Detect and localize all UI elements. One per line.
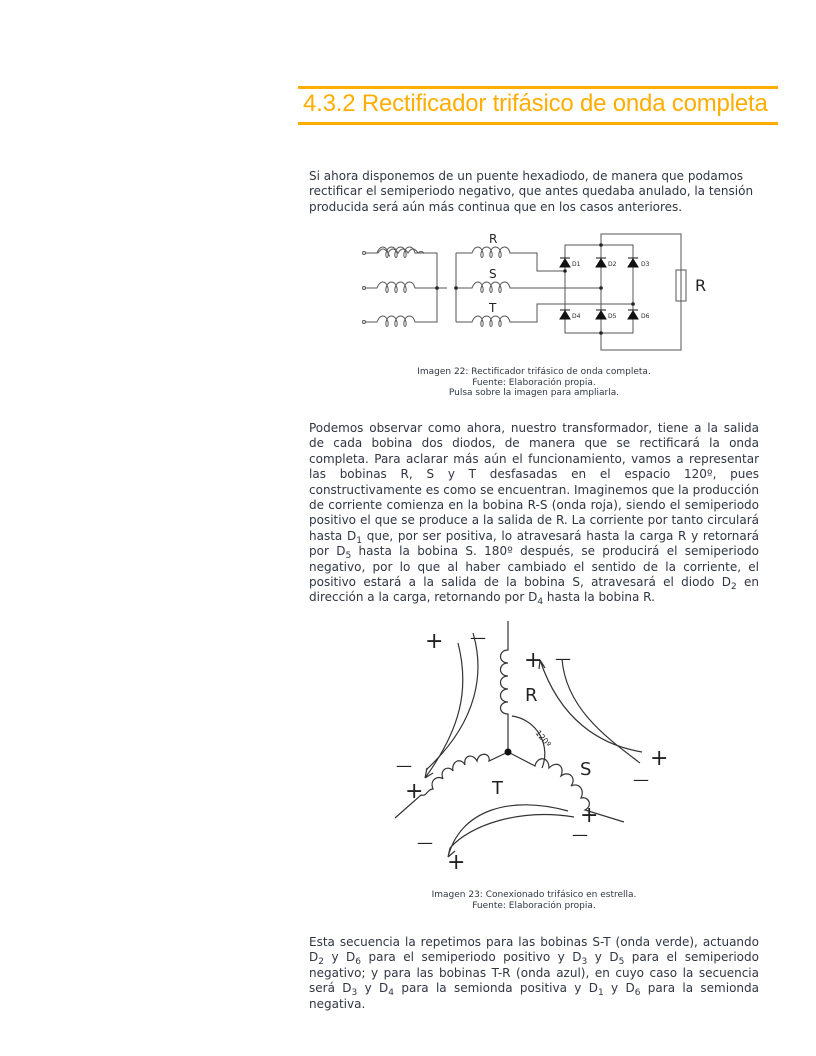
subscript: 4 [537, 597, 544, 608]
svg-text:+: + [447, 850, 466, 875]
svg-text:—: — [396, 756, 412, 775]
svg-text:+: + [650, 746, 669, 771]
text-line: rectificar el semiperiodo negativo, que antes quedaba anulado, la tensión [309, 184, 754, 199]
figure-caption [384, 890, 684, 911]
diode-symbols [560, 258, 638, 319]
diode-label: D5 [608, 313, 617, 320]
polarity-signs [405, 629, 668, 875]
text-run: Podemos observar como ahora, nuestro transformador, tiene a la salida de cada bobina dos diodos, de manera que se rectificará la onda completa. Para aclarar más aún el funcionamiento, vamos a representar las bobinas R, S y T desfasadas en el espacio 120º, pues constructivamente es como se encuentran. Imaginemos que la producción de corriente comienza en la bobina R-S (onda roja), siendo el semiperiodo positivo el que se produce a la salida de R. La corriente por tanto circulará hasta D [309, 421, 759, 543]
text-run: en dirección a la carga, retornando por D [309, 575, 759, 605]
subscript: 3 [351, 988, 358, 999]
caption-title: Imagen 23: Conexionado trifásico en estrella. [431, 890, 637, 900]
subscript: 4 [388, 988, 395, 999]
star-connection-diagram [395, 621, 642, 857]
subscript: 1 [356, 535, 362, 546]
subscript: 6 [355, 957, 362, 968]
caption-source: Fuente: Elaboración propia. [472, 900, 596, 911]
svg-text:—: — [572, 825, 588, 844]
text-run: para el semiperiodo negativo; y para las bobinas T-R (onda azul), en cuyo caso la secuencia será D [309, 950, 759, 996]
caption-title: Imagen 22: Rectificador trifásico de onda completa. [417, 367, 651, 377]
text-run: que, por ser positiva, lo atravesará hasta la carga R y retornará por D [309, 528, 760, 559]
text-run: y D [357, 981, 389, 996]
subscript: 5 [345, 551, 352, 562]
intro-paragraph [309, 169, 759, 215]
svg-text:+: + [580, 803, 599, 828]
subscript: 3 [581, 957, 588, 968]
svg-text:—: — [633, 770, 649, 789]
diode-label: D4 [572, 313, 581, 320]
diode-label: D3 [641, 261, 650, 268]
subscript: 6 [634, 988, 641, 999]
subscript: 2 [730, 582, 737, 593]
diode-label: D6 [641, 313, 650, 320]
page-title: 4.3.2 Rectificador trifásico de onda completa [303, 90, 768, 117]
svg-text:—: — [555, 649, 571, 668]
subscript: 2 [318, 957, 324, 968]
coil-label-s: S [489, 267, 497, 281]
text-run: y D [603, 981, 635, 996]
coil-label-r: R [525, 685, 538, 706]
diode-label: D2 [608, 261, 617, 268]
explanation-paragraph [309, 421, 759, 606]
junction-dots [363, 243, 635, 335]
load-label-r: R [695, 276, 707, 295]
title-rule-top [298, 86, 778, 89]
subscript: 5 [618, 957, 625, 968]
svg-text:+: + [405, 779, 424, 804]
text-run: para la semionda negativa. [309, 981, 759, 1011]
sequence-paragraph [309, 935, 759, 1012]
text-line: producida será aún más continua que en los casos anteriores. [309, 199, 683, 214]
svg-text:—: — [470, 628, 486, 647]
svg-text:+: + [425, 629, 444, 654]
figure-caption [384, 367, 684, 399]
polarity-minus [396, 628, 649, 852]
coil-label-t: T [489, 301, 497, 315]
title-rule-bottom [298, 122, 778, 125]
text-run: para el semiperiodo positivo y D [361, 950, 582, 965]
enlarge-link[interactable]: Pulsa sobre la imagen para ampliarla. [448, 388, 620, 398]
coil-label-t: T [492, 778, 503, 799]
caption-source: Fuente: Elaboración propia. [472, 377, 596, 388]
coil-label-s: S [580, 759, 592, 780]
text-run: Esta secuencia la repetimos para las bobinas S-T (onda verde), actuando D [309, 935, 759, 965]
coil-label-r: R [489, 232, 498, 246]
text-run: hasta la bobina S. 180º después, se producirá el semiperiodo negativo, por lo que al haber cambiado el sentido de la corriente, el positivo estará a la salida de la bobina S, atravesará el diodo D [309, 544, 759, 590]
text-run: y D [587, 950, 619, 965]
text-run: para la semionda positiva y D [394, 981, 598, 996]
diode-label: D1 [572, 261, 581, 268]
angle-label: 120º [533, 728, 553, 749]
subscript: 1 [597, 988, 604, 999]
svg-text:—: — [417, 833, 433, 852]
text-line: Si ahora disponemos de un puente hexadiodo, de manera que podamos [309, 169, 744, 183]
svg-text:+: + [524, 648, 543, 673]
text-run: y D [323, 950, 356, 965]
text-run: hasta la bobina R. [543, 590, 655, 605]
